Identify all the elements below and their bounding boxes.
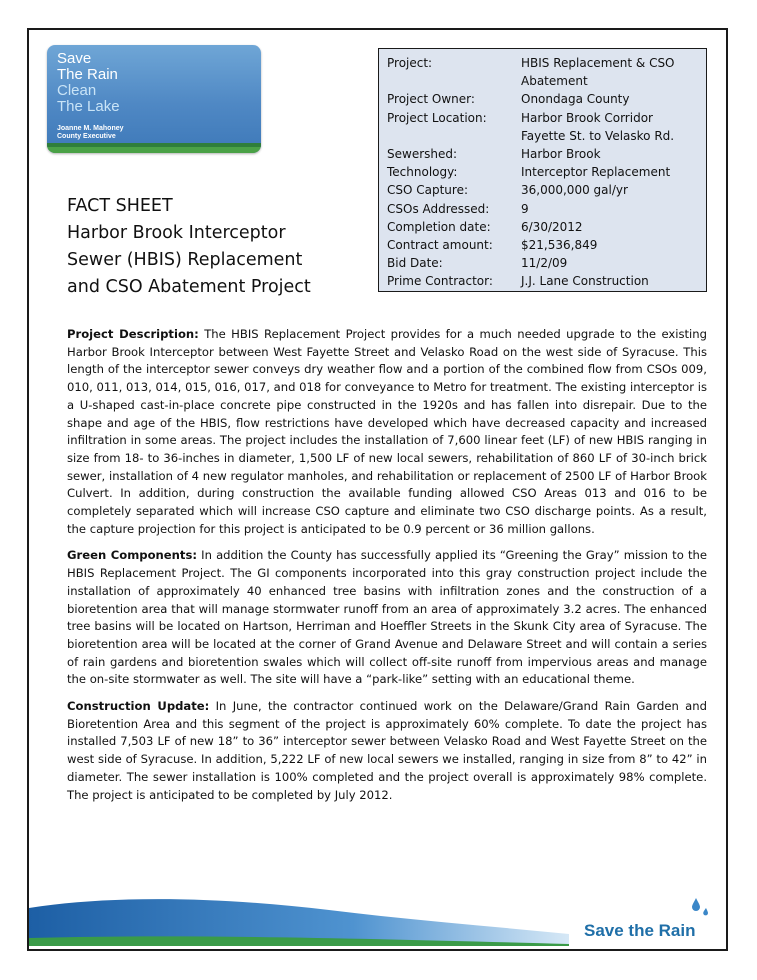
save-the-rain-brand: Save the Rain [584,921,696,940]
info-value: $21,536,849 [521,238,598,253]
section-heading: Green Components: [67,548,197,563]
info-value: 11/2/09 [521,256,568,271]
title-line-1: FACT SHEET [67,196,173,216]
info-row [387,181,698,199]
logo-line-1: Save [57,50,92,67]
fact-sheet-body [67,326,707,813]
info-value: Interceptor Replacement [521,165,671,180]
info-label: Project Location: [387,110,487,125]
logo-green-band [47,147,261,153]
info-label: Sewershed: [387,147,458,162]
info-row [387,90,698,108]
save-the-rain-logo [47,45,261,153]
info-label: Technology: [387,165,458,180]
info-row [387,236,698,254]
section-text: In addition the County has successfully applied its “Greening the Gray” mission to the HBIS Replacement Project. The GI components incorporated into this gray construction project include the installation of approximately 40 enhanced tree basins with infiltration zones and the construction of a bioretention area that will manage stormwater runoff from an area of approximately 3.2 acres. The enhanced tree basins will be located on Hartson, Herriman and Hoeffler Streets in the Skunk City area of Syracuse. The bioretention area will be located at the corner of Grand Avenue and Delaware Street and will contain a series of rain gardens and bioretention swales which will collect off-site runoff from impervious areas and manage the on-site stormwater as well. The site will have a “park-like” setting with an educational theme. [67,548,707,687]
info-value: Onondaga County [521,92,630,107]
title-line-3: Sewer (HBIS) Replacement [67,250,303,270]
logo-line-3: Clean [57,82,97,99]
info-value: Harbor Brook [521,147,601,162]
section-heading: Project Description: [67,327,199,341]
info-row [387,218,698,236]
info-row [387,272,698,290]
section-text: In June, the contractor continued work on the Delaware/Grand Rain Garden and Bioretention Area and this segment of the project is approximately 60% complete. To date the project has installed 7,503 LF of new 18” to 36” interceptor sewer between Velasko Road and West Fayette Street on the west side of Syracuse. In addition, 5,222 LF of new local sewers we installed, ranging in size from 8” to 42” in diameter. The sewer installation is 100% completed and the project overall is approximately 98% complete. The project is anticipated to be completed by July 2012. [67,699,707,802]
project-description-paragraph [67,326,707,538]
info-value: Harbor Brook Corridor Fayette St. to Velasko Rd. [521,110,675,143]
info-label: Project: [387,56,433,70]
logo-line-2: The Rain [57,66,118,83]
title-line-4: and CSO Abatement Project [67,277,311,297]
county-executive [57,125,124,141]
fact-sheet-title [67,193,357,301]
info-label: CSO Capture: [387,183,469,198]
info-row [387,109,698,145]
logo-line-4: The Lake [57,98,120,115]
project-info-box [378,48,707,292]
executive-title: County Executive [57,133,116,140]
info-label: Contract amount: [387,238,493,253]
info-row [387,145,698,163]
info-value: 36,000,000 gal/yr [521,183,628,198]
info-label: Project Owner: [387,92,475,107]
info-value: 9 [521,201,529,216]
green-components-paragraph [67,547,707,689]
title-line-2: Harbor Brook Interceptor [67,223,286,243]
section-text: The HBIS Replacement Project provides for a much needed upgrade to the existing Harbor Brook Interceptor between West Fayette Street and Velasko Road on the west side of Syracuse. This length of the interceptor sewer conveys dry weather flow and a portion of the combined flow from CSOs 009, 010, 011, 013, 014, 015, 016, 017, and 018 for conveyance to Metro for treatment. The existing interceptor is a U-shaped cast-in-place concrete pipe constructed in the 1920s and has fallen into disrepair. Due to the shape and age of the HBIS, flow restrictions have developed which have decreased capacity and increased infiltration in some areas. The project includes the installation of 7,600 linear feet (LF) of new HBIS ranging in size from 18- to 36-inches in diameter, 1,500 LF of new local sewers, rehabilitation of 860 LF of 30-inch brick sewer, installation of 4 new regulator manholes, and rehabilitation or replacement of 2500 LF of Harbor Brook Culvert. In addition, during construction the available funding allowed CSO Areas 013 and 016 to be completely separated which will increase CSO capture and eliminate two CSO discharge points. As a result, the capture projection for this project is anticipated to be 0.9 percent or 36 million gallons. [67,327,707,536]
info-value: 6/30/2012 [521,219,583,234]
info-row [387,254,698,272]
raindrops-icon [688,896,712,922]
construction-update-paragraph [67,698,707,804]
info-label: Prime Contractor: [387,274,493,289]
section-heading: Construction Update: [67,699,210,714]
info-row [387,200,698,218]
info-label: CSOs Addressed: [387,201,490,216]
info-row [387,163,698,181]
footer-water-wave [29,890,569,946]
info-value: J.J. Lane Construction [521,274,649,289]
executive-name: Joanne M. Mahoney [57,125,124,132]
info-label: Completion date: [387,219,491,234]
info-value: HBIS Replacement & CSO Abatement [521,56,675,89]
info-row [387,54,698,90]
info-label: Bid Date: [387,256,443,271]
